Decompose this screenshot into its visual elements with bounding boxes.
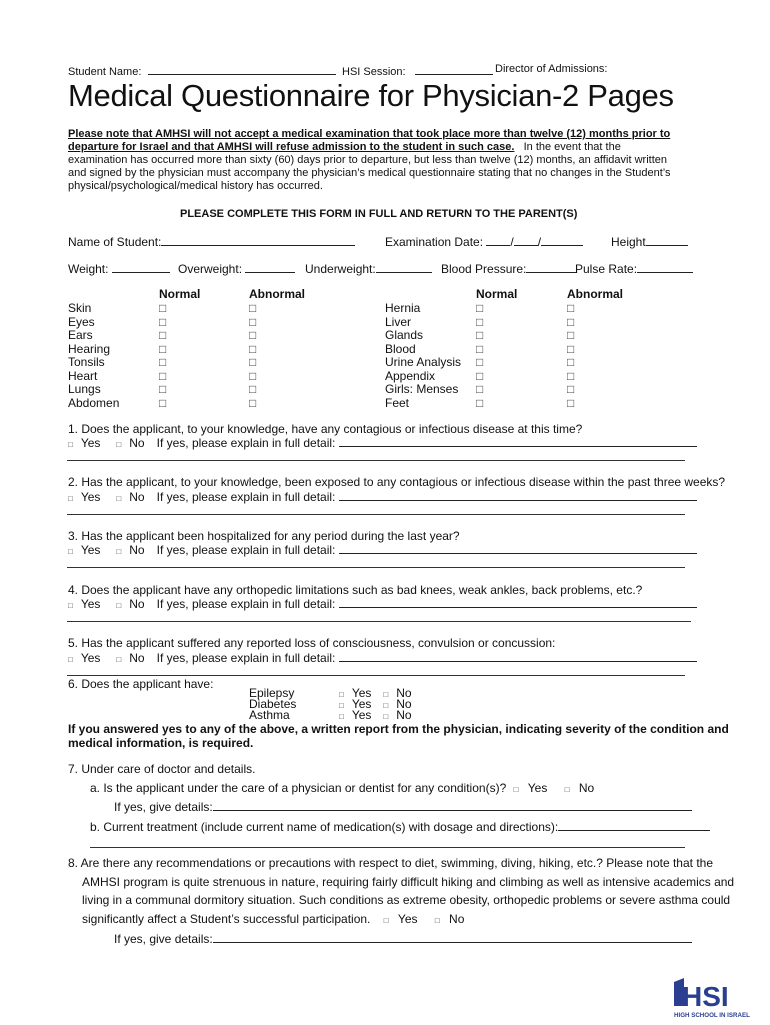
question-8-line3: living in a communal dormitory situation. Such conditions as extreme obesity, orthopedic problems or severe asthma could xyxy=(82,893,731,907)
abnormal-checkbox[interactable]: □ xyxy=(567,368,575,383)
question-1-answer xyxy=(68,435,697,450)
exam-month-line[interactable] xyxy=(486,234,510,246)
no-label: No xyxy=(449,912,465,926)
pulse-rate-line[interactable] xyxy=(637,261,693,273)
explain-line[interactable] xyxy=(339,650,697,662)
no-label: No xyxy=(129,597,145,611)
normal-checkbox[interactable]: □ xyxy=(476,314,484,329)
student-name-line[interactable] xyxy=(148,63,336,75)
no-checkbox[interactable]: □ xyxy=(116,440,122,449)
notice-line2 xyxy=(68,141,621,153)
question-2: 2. Has the applicant, to your knowledge, been exposed to any contagious or infectious disease within the past three weeks? xyxy=(68,475,726,489)
exam-item-right: Appendix xyxy=(385,368,436,383)
no-label: No xyxy=(129,651,145,665)
no-label: No xyxy=(129,436,145,450)
date-separator: / xyxy=(510,235,514,249)
abnormal-checkbox[interactable]: □ xyxy=(567,395,575,410)
yes-label: Yes xyxy=(397,912,418,926)
no-checkbox[interactable]: □ xyxy=(434,916,440,925)
blood-pressure-line[interactable] xyxy=(526,261,576,273)
question-8-line4-text: significantly affect a Student’s successful participation. xyxy=(82,912,371,926)
no-label: No xyxy=(396,697,412,711)
yes-label: Yes xyxy=(351,708,372,722)
explain-label: If yes, please explain in full detail: xyxy=(156,543,336,557)
yes-checkbox[interactable]: □ xyxy=(68,440,73,449)
abnormal-checkbox[interactable]: □ xyxy=(249,301,257,315)
answer-line[interactable] xyxy=(67,621,691,622)
question-1: 1. Does the applicant, to your knowledge, have any contagious or infectious disease at this time? xyxy=(68,422,583,436)
no-label: No xyxy=(396,708,412,722)
yes-checkbox[interactable]: □ xyxy=(339,701,344,710)
explain-line[interactable] xyxy=(339,435,697,447)
question-2-answer xyxy=(68,489,697,504)
abnormal-checkbox[interactable]: □ xyxy=(249,382,257,396)
normal-checkbox[interactable]: □ xyxy=(159,314,167,329)
question-6-note-line1: If you answered yes to any of the above, a written report from the physician, indicating severity of the condition and xyxy=(68,722,729,736)
normal-header-right: Normal xyxy=(476,287,518,301)
answer-line[interactable] xyxy=(90,847,685,848)
answer-line[interactable] xyxy=(67,567,685,568)
explain-line[interactable] xyxy=(339,596,697,608)
exam-day-line[interactable] xyxy=(514,234,538,246)
normal-checkbox[interactable]: □ xyxy=(476,328,484,342)
hsi-logo-mark xyxy=(672,976,750,1020)
question-7: 7. Under care of doctor and details. xyxy=(68,762,256,776)
no-checkbox[interactable]: □ xyxy=(116,601,122,610)
details-line[interactable] xyxy=(213,799,692,811)
examination-date-field[interactable] xyxy=(385,234,583,249)
yes-checkbox[interactable]: □ xyxy=(513,785,519,794)
question-4-answer xyxy=(68,596,697,611)
answer-line[interactable] xyxy=(67,514,685,515)
no-label: No xyxy=(129,490,145,504)
abnormal-checkbox[interactable]: □ xyxy=(567,341,575,356)
yes-checkbox[interactable]: □ xyxy=(68,547,73,556)
normal-checkbox[interactable]: □ xyxy=(476,368,484,383)
abnormal-checkbox[interactable]: □ xyxy=(567,301,575,315)
abnormal-checkbox[interactable]: □ xyxy=(249,395,257,410)
normal-checkbox[interactable]: □ xyxy=(476,382,484,396)
exam-item-left: Abdomen xyxy=(68,395,120,410)
overweight-label: Overweight: xyxy=(178,262,243,276)
yes-label: Yes xyxy=(80,436,101,450)
question-3-answer xyxy=(68,542,697,557)
question-5: 5. Has the applicant suffered any reported loss of consciousness, convulsion or concussion: xyxy=(68,636,556,650)
condition-label: Epilepsy xyxy=(249,686,295,700)
abnormal-checkbox[interactable]: □ xyxy=(249,341,257,356)
no-checkbox[interactable]: □ xyxy=(383,712,389,721)
normal-checkbox[interactable]: □ xyxy=(476,355,484,369)
notice-line5: physical/psychological/medical history has occurred. xyxy=(68,180,323,192)
condition-label: Asthma xyxy=(249,708,290,722)
explain-line[interactable] xyxy=(339,542,697,554)
yes-checkbox[interactable]: □ xyxy=(68,601,73,610)
no-checkbox[interactable]: □ xyxy=(564,785,570,794)
explain-label: If yes, please explain in full detail: xyxy=(156,490,336,504)
normal-checkbox[interactable]: □ xyxy=(159,382,167,396)
exam-item-left: Eyes xyxy=(68,314,95,329)
question-7a xyxy=(90,781,594,795)
yes-label: Yes xyxy=(80,490,101,504)
notice-line2-bold: departure for Israel and that AMHSI will refuse admission to the student in such case. xyxy=(68,141,515,153)
explain-label: If yes, please explain in full detail: xyxy=(156,651,336,665)
exam-item-right: Liver xyxy=(385,314,412,329)
exam-item-left: Heart xyxy=(68,368,98,383)
yes-label: Yes xyxy=(80,543,101,557)
hsi-logo xyxy=(672,976,750,1020)
student-name-label: Student Name: xyxy=(68,66,142,78)
abnormal-checkbox[interactable]: □ xyxy=(249,368,257,383)
session-field[interactable] xyxy=(342,63,493,78)
yes-label: Yes xyxy=(351,686,372,700)
question-8-line4 xyxy=(82,912,464,926)
question-3: 3. Has the applicant been hospitalized for any period during the last year? xyxy=(68,529,460,543)
normal-header-left: Normal xyxy=(159,287,201,301)
normal-checkbox[interactable]: □ xyxy=(476,395,484,410)
logo-text: HSI xyxy=(682,981,729,1012)
question-6: 6. Does the applicant have: xyxy=(68,677,214,691)
underweight-label: Underweight: xyxy=(305,262,376,276)
blood-pressure-field[interactable] xyxy=(441,261,576,276)
explain-label: If yes, please explain in full detail: xyxy=(156,436,336,450)
normal-checkbox[interactable]: □ xyxy=(159,341,167,356)
question-8-details[interactable] xyxy=(114,931,692,946)
abnormal-checkbox[interactable]: □ xyxy=(567,314,575,329)
details-line[interactable] xyxy=(213,931,692,943)
question-6-note-line2: medical information, is required. xyxy=(68,736,254,750)
yes-label: Yes xyxy=(351,697,372,711)
abnormal-header-left: Abnormal xyxy=(249,287,306,301)
give-details-label: If yes, give details: xyxy=(114,800,213,814)
yes-checkbox[interactable]: □ xyxy=(68,655,73,664)
no-checkbox[interactable]: □ xyxy=(383,701,389,710)
exam-item-right: Blood xyxy=(385,341,416,356)
exam-item-right: Urine Analysis xyxy=(385,355,462,369)
name-of-student-line[interactable] xyxy=(161,234,355,246)
weight-field[interactable] xyxy=(68,261,170,276)
no-checkbox[interactable]: □ xyxy=(116,547,122,556)
exam-item-left: Ears xyxy=(68,328,93,342)
yes-checkbox[interactable]: □ xyxy=(339,712,344,721)
answer-line[interactable] xyxy=(67,675,685,676)
session-label: HSI Session: xyxy=(342,66,406,78)
exam-item-right: Feet xyxy=(385,395,410,410)
height-field[interactable] xyxy=(611,234,688,249)
page-title: Medical Questionnaire for Physician-2 Pages xyxy=(68,78,674,113)
director-label: Director of Admissions: xyxy=(495,63,608,75)
yes-label: Yes xyxy=(527,781,548,795)
notice-line2-rest: In the event that the xyxy=(523,141,621,153)
exam-item-left: Skin xyxy=(68,301,92,315)
name-of-student-label: Name of Student: xyxy=(68,235,162,249)
weight-line[interactable] xyxy=(112,261,170,273)
yes-label: Yes xyxy=(80,651,101,665)
notice-line1: Please note that AMHSI will not accept a medical examination that took place more than twelve (12) months prior to xyxy=(68,128,671,140)
abnormal-checkbox[interactable]: □ xyxy=(249,314,257,329)
explain-label: If yes, please explain in full detail: xyxy=(156,597,336,611)
condition-row xyxy=(249,710,412,722)
abnormal-checkbox[interactable]: □ xyxy=(249,328,257,342)
pulse-rate-label: Pulse Rate: xyxy=(575,262,638,276)
notice-line3: examination has occurred more than sixty (60) days prior to departure, but less than twelve (12) months, an affidavit written xyxy=(68,154,667,166)
condition-label: Diabetes xyxy=(249,697,297,711)
abnormal-checkbox[interactable]: □ xyxy=(567,382,575,396)
exam-item-left: Tonsils xyxy=(68,355,105,369)
exam-item-left: Lungs xyxy=(68,382,101,396)
overweight-line[interactable] xyxy=(245,261,295,273)
date-separator: / xyxy=(537,235,542,249)
no-label: No xyxy=(578,781,595,795)
yes-checkbox[interactable]: □ xyxy=(383,916,389,925)
give-details-label: If yes, give details: xyxy=(114,932,213,946)
explain-line[interactable] xyxy=(339,489,697,501)
logo-subtitle: HIGH SCHOOL IN ISRAEL xyxy=(674,1012,750,1019)
no-label: No xyxy=(129,543,145,557)
notice-line4: and signed by the physician must accompany the physician’s medical questionnaire stating that no changes in the Student’s xyxy=(68,167,671,179)
height-line[interactable] xyxy=(646,234,688,246)
weight-label: Weight: xyxy=(68,262,109,276)
name-of-student-field[interactable] xyxy=(68,234,355,249)
session-line[interactable] xyxy=(415,63,493,75)
question-5-answer xyxy=(68,650,697,665)
yes-label: Yes xyxy=(80,597,101,611)
instruction-heading: PLEASE COMPLETE THIS FORM IN FULL AND RETURN TO THE PARENT(S) xyxy=(180,208,578,220)
normal-checkbox[interactable]: □ xyxy=(159,355,167,369)
answer-line[interactable] xyxy=(67,460,685,461)
question-4: 4. Does the applicant have any orthopedic limitations such as bad knees, weak ankles, back problems, etc.? xyxy=(68,583,643,597)
overweight-field[interactable] xyxy=(178,261,295,276)
no-checkbox[interactable]: □ xyxy=(116,655,122,664)
question-7b-text: b. Current treatment (include current name of medication(s) with dosage and directions): xyxy=(90,820,559,834)
treatment-line[interactable] xyxy=(558,819,710,831)
yes-checkbox[interactable]: □ xyxy=(68,494,73,503)
student-name-field[interactable] xyxy=(68,63,336,78)
exam-item-right: Glands xyxy=(385,328,424,342)
abnormal-checkbox[interactable]: □ xyxy=(567,355,575,369)
no-label: No xyxy=(396,686,412,700)
normal-checkbox[interactable]: □ xyxy=(476,341,484,356)
normal-checkbox[interactable]: □ xyxy=(159,328,167,342)
exam-item-left: Hearing xyxy=(68,341,111,356)
height-label: Height xyxy=(611,235,646,249)
underweight-field[interactable] xyxy=(305,261,432,276)
examination-date-label: Examination Date: xyxy=(385,235,484,249)
question-7a-text: a. Is the applicant under the care of a physician or dentist for any condition(s)? xyxy=(90,781,507,795)
normal-checkbox[interactable]: □ xyxy=(159,395,167,410)
abnormal-checkbox[interactable]: □ xyxy=(567,328,575,342)
abnormal-header-right: Abnormal xyxy=(567,287,624,301)
normal-checkbox[interactable]: □ xyxy=(159,368,167,383)
pulse-rate-field[interactable] xyxy=(575,261,693,276)
exam-item-right: Girls: Menses xyxy=(385,382,459,396)
exam-item-right: Hernia xyxy=(385,301,421,315)
yes-checkbox[interactable]: □ xyxy=(339,690,344,699)
normal-checkbox[interactable]: □ xyxy=(159,301,167,315)
question-8-line1: 8. Are there any recommendations or precautions with respect to diet, swimming, diving, hiking, etc.? Please note that the xyxy=(68,856,714,870)
question-7a-details[interactable] xyxy=(114,799,692,814)
exam-year-line[interactable] xyxy=(541,234,583,246)
no-checkbox[interactable]: □ xyxy=(383,690,389,699)
underweight-line[interactable] xyxy=(376,261,432,273)
abnormal-checkbox[interactable]: □ xyxy=(249,355,257,369)
question-8-line2: AMHSI program is quite strenuous in nature, requiring fairly difficult hiking and climbing as well as intensive academics and xyxy=(82,875,735,889)
question-7b[interactable] xyxy=(90,819,710,834)
normal-checkbox[interactable]: □ xyxy=(476,301,484,315)
blood-pressure-label: Blood Pressure: xyxy=(441,262,527,276)
no-checkbox[interactable]: □ xyxy=(116,494,122,503)
